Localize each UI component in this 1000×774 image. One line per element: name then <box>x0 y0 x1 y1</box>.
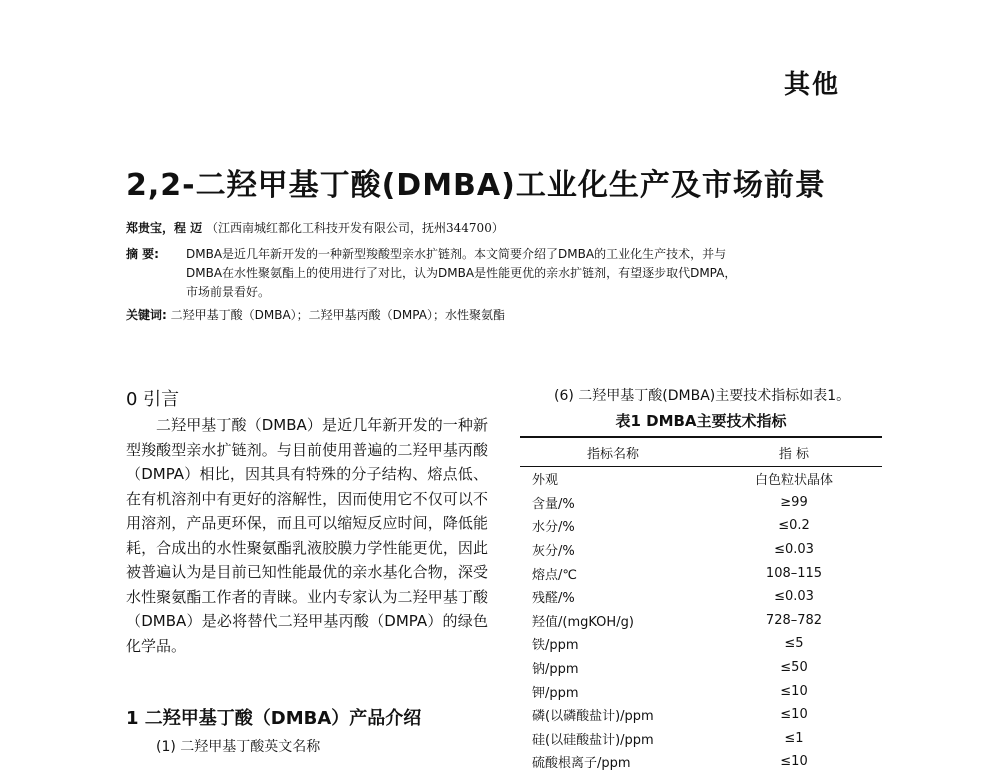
spec-name: 灰分/% <box>532 544 575 560</box>
article-title: 2,2-二羟甲基丁酸(DMBA)工业化生产及市场前景 <box>126 168 826 203</box>
spec-value: ≤10 <box>780 707 808 723</box>
table-row <box>520 467 882 491</box>
header-name: 指标名称 <box>520 437 706 467</box>
header-value: 指 标 <box>706 437 882 467</box>
spec-value: 108–115 <box>765 565 823 581</box>
table-row <box>520 538 882 562</box>
table-row <box>520 491 882 515</box>
table-row <box>520 514 882 538</box>
abstract-line: 市场前景看好。 <box>186 285 271 299</box>
spec-name: 铁/ppm <box>532 638 579 654</box>
author-names: 郑贵宝，程 迈 <box>126 221 203 235</box>
author-line <box>126 219 504 236</box>
intro-heading: 0 引言 <box>126 389 180 410</box>
intro-body <box>126 413 488 658</box>
spec-value: ≤5 <box>784 636 804 652</box>
intro-paragraph: 二羟甲基丁酸（DMBA）是近几年新开发的一种新型羧酸型亲水扩链剂。与目前使用普遍的二羟甲基丙酸（DMPA）相比，因其具有特殊的分子结构、熔点低、在有机溶剂中有更好的溶解性，因而使用它不仅可以不用溶剂，产品更环保，而且可以缩短反应时间，降低能耗，合成出的水性聚氨酯乳液胶膜力学性能更优，因此被普遍认为是目前已知性能最优的亲水基化合物，深受水性聚氨酯工作者的青睐。业内专家认为二羟甲基丁酸（DMBA）是必将替代二羟甲基丙酸（DMPA）的绿色化学品。 <box>126 416 488 655</box>
keywords <box>126 306 505 323</box>
abstract-line: DMBA是近几年新开发的一种新型羧酸型亲水扩链剂。本文简要介绍了DMBA的工业化生产技术，并与 <box>186 247 727 261</box>
spec-name: 羟值/(mgKOH/g) <box>532 614 634 630</box>
spec-name: 硫酸根离子/ppm <box>532 756 631 772</box>
spec-name: 钾/ppm <box>532 685 579 701</box>
spec-value: ≤1 <box>784 730 804 746</box>
spec-name: 残醛/% <box>532 591 575 607</box>
spec-name: 硅(以硅酸盐计)/ppm <box>532 732 654 748</box>
affiliation: （江西南城红都化工科技开发有限公司，抚州344700） <box>206 221 504 235</box>
table-row <box>520 703 882 727</box>
table-row <box>520 679 882 703</box>
spec-value: ≤10 <box>780 683 808 699</box>
table-row <box>520 727 882 751</box>
table-row <box>520 561 882 585</box>
table-row <box>520 656 882 680</box>
table-row <box>520 632 882 656</box>
spec-name: 钠/ppm <box>532 662 579 678</box>
table-row <box>520 750 882 774</box>
keywords-text: 二羟甲基丁酸（DMBA）；二羟甲基丙酸（DMPA）；水性聚氨酯 <box>170 308 505 322</box>
abstract-line: DMBA在水性聚氨酯上的使用进行了对比，认为DMBA是性能更优的亲水扩链剂，有望逐步取代DMPA， <box>186 266 737 280</box>
spec-name: 外观 <box>532 473 559 489</box>
spec-value: ≤10 <box>780 754 808 770</box>
spec-value: ≤50 <box>780 660 808 676</box>
spec-table <box>520 436 882 774</box>
section-tag: 其他 <box>783 70 840 100</box>
table-header-row <box>520 437 882 467</box>
table-row <box>520 609 882 633</box>
spec-name: 含量/% <box>532 496 575 512</box>
spec-value: ≥99 <box>780 494 808 510</box>
spec-name: 熔点/℃ <box>532 567 577 583</box>
spec-value: ≤0.03 <box>774 589 814 605</box>
spec-intro: (6) 二羟甲基丁酸(DMBA)主要技术指标如表1。 <box>554 388 851 404</box>
table-row <box>520 585 882 609</box>
section1-subitem: (1) 二羟甲基丁酸英文名称 <box>156 739 321 755</box>
spec-name: 磷(以磷酸盐计)/ppm <box>532 709 654 725</box>
keywords-label: 关键词: <box>126 308 167 322</box>
section1-heading: 1 二羟甲基丁酸（DMBA）产品介绍 <box>126 708 422 729</box>
abstract-label: 摘 要: <box>126 247 159 261</box>
abstract <box>126 245 826 302</box>
table-title: 表1 DMBA主要技术指标 <box>615 412 787 430</box>
spec-value: ≤0.03 <box>774 542 814 558</box>
spec-name: 水分/% <box>532 520 575 536</box>
spec-value: 728–782 <box>765 612 823 628</box>
spec-value: ≤0.2 <box>778 518 810 534</box>
spec-value: 白色粒状晶体 <box>754 473 833 489</box>
